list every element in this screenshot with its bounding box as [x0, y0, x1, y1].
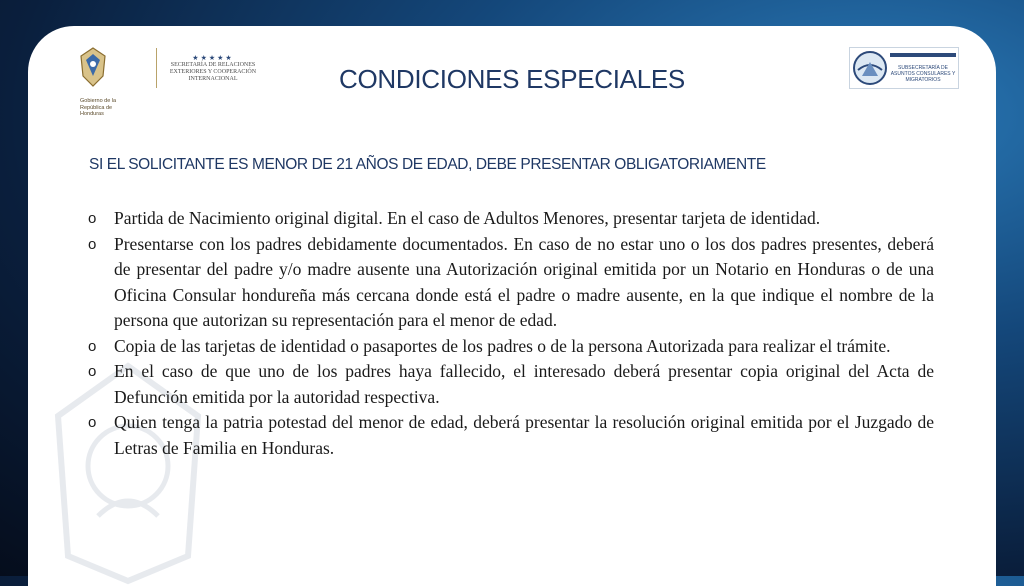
ministry-text: SECRETARÍA DE RELACIONES EXTERIORES Y COOPERACIÓN INTERNACIONAL [169, 61, 257, 82]
list-item [86, 232, 934, 334]
list-item-text: Quien tenga la patria potestad del menor de edad, deberá presentar la resolución original emitida por el Juzgado de Letras de Familia en Honduras. [114, 412, 934, 458]
bullet-icon: o [88, 210, 97, 227]
list-item [86, 410, 934, 461]
government-text: Gobierno de la República de Honduras [80, 98, 117, 117]
list-item-text: Partida de Nacimiento original digital. En el caso de Adultos Menores, presentar tarjeta de identidad. [114, 208, 821, 228]
requirements-list [86, 206, 934, 461]
bullet-icon: o [88, 235, 97, 253]
section-subtitle: SI EL SOLICITANTE ES MENOR DE 21 AÑOS DE EDAD, DEBE PRESENTAR OBLIGATORIAMENTE [89, 156, 766, 173]
bullet-icon: o [88, 337, 97, 355]
list-item [86, 334, 934, 360]
bullet-icon: o [88, 414, 97, 431]
bullet-icon: o [88, 363, 97, 380]
list-item-text: En el caso de que uno de los padres haya fallecido, el interesado deberá presentar copia original del Acta de Defunción emitida por la autoridad respectiva. [114, 361, 934, 407]
subsecretariat-text: SUBSECRETARÍA DE ASUNTOS CONSULARES Y MIGRATORIOS [890, 53, 956, 83]
list-item [86, 206, 934, 232]
list-item [86, 359, 934, 410]
list-item-text: Presentarse con los padres debidamente documentados. En caso de no estar uno o los dos padres presentes, deberá de presentar del padre y/o madre ausente una Autorización original emitida por un Notario en Honduras o de una Oficina Consular hondureña más cercana donde está el padre o madre ausente, en la que indique el nombre de la persona que autorizan su representación para el menor de edad. [114, 233, 934, 330]
slide-card [28, 26, 996, 586]
list-item-text: Copia de las tarjetas de identidad o pasaportes de los padres o de la persona Autorizada para realizar el trámite. [114, 335, 891, 356]
stars-icon: ★★★★★ [192, 53, 234, 62]
page-title: CONDICIONES ESPECIALES [339, 64, 685, 94]
